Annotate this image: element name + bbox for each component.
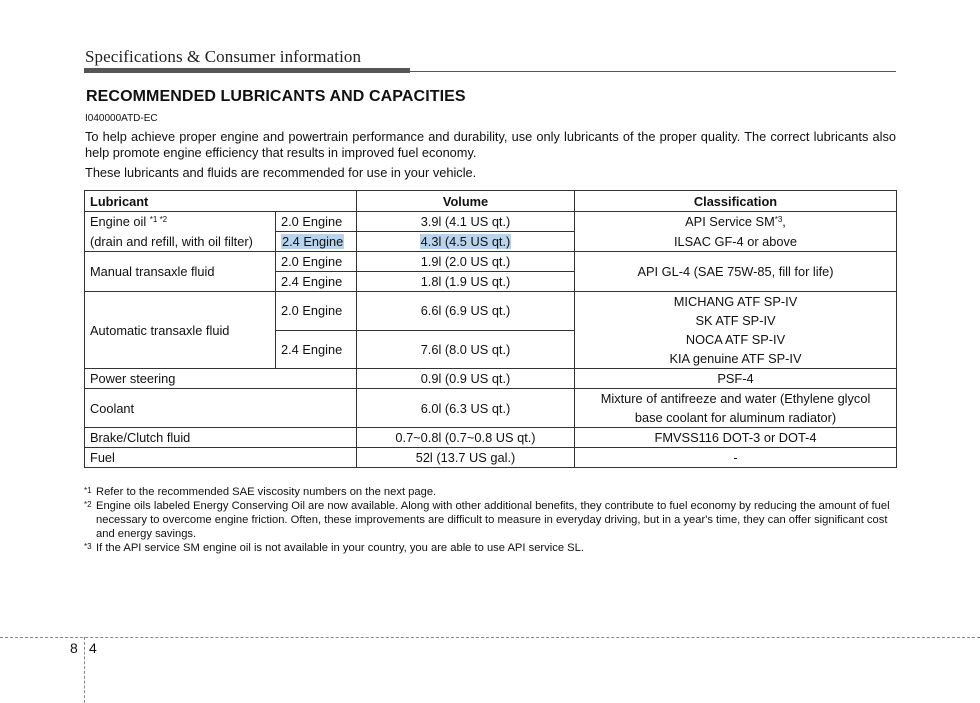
manual-transaxle-label[interactable]: Manual transaxle fluid [85, 252, 276, 292]
page-gutter-divider [84, 637, 85, 703]
volume-cell[interactable]: 1.8l (1.9 US qt.) [357, 272, 575, 292]
engine-variant[interactable]: 2.0 Engine [276, 212, 357, 232]
page-divider [0, 637, 980, 638]
selection-highlight: 4.3l (4.5 US qt.) [420, 234, 511, 249]
classification-cell[interactable]: PSF-4 [575, 369, 897, 389]
engine-variant[interactable]: 2.4 Engine [276, 330, 357, 369]
volume-cell[interactable]: 3.9l (4.1 US qt.) [357, 212, 575, 232]
intro-sentence[interactable]: These lubricants and fluids are recommended for use in your vehicle. [85, 165, 477, 180]
engine-oil-label[interactable]: Engine oil $^{*1 *2}$ [85, 212, 276, 232]
table-row [85, 389, 897, 428]
classification-cell[interactable]: Mixture of antifreeze and water (Ethylene glycol base coolant for aluminum radiator) [575, 389, 897, 428]
table-row [85, 232, 897, 252]
engine-variant-selected[interactable] [276, 232, 357, 252]
volume-cell-selected[interactable] [357, 232, 575, 252]
header-bar-thick [84, 68, 410, 73]
footnote[interactable] [84, 485, 896, 499]
classification-cell[interactable]: API GL-4 (SAE 75W-85, fill for life) [575, 252, 897, 292]
footnote-text: Refer to the recommended SAE viscosity numbers on the next page. [96, 486, 437, 498]
volume-cell[interactable]: 0.9l (0.9 US qt.) [357, 369, 575, 389]
classification-cell[interactable]: ILSAC GF-4 or above [575, 232, 897, 252]
header-rule [410, 71, 896, 72]
footnote-marker: *3 [84, 542, 92, 551]
table-row [85, 252, 897, 272]
header-classification: Classification [575, 191, 897, 212]
intro-paragraph[interactable]: To help achieve proper engine and powertrain performance and durability, use only lubricants of the proper quality. The correct lubricants also help promote engine efficiency that results in improved fuel economy. [85, 129, 896, 160]
volume-cell[interactable]: 0.7~0.8l (0.7~0.8 US qt.) [357, 428, 575, 448]
brake-clutch-label[interactable]: Brake/Clutch fluid [85, 428, 357, 448]
automatic-transaxle-label[interactable]: Automatic transaxle fluid [85, 292, 276, 369]
running-header-title: Specifications & Consumer information [85, 47, 362, 66]
table-header-row [85, 191, 897, 212]
volume-cell[interactable]: 7.6l (8.0 US qt.) [357, 330, 575, 369]
header-volume: Volume [357, 191, 575, 212]
engine-variant[interactable]: 2.4 Engine [276, 272, 357, 292]
table-row [85, 448, 897, 468]
classification-cell[interactable]: NOCA ATF SP-IV KIA genuine ATF SP-IV [575, 330, 897, 369]
fuel-label[interactable]: Fuel [85, 448, 357, 468]
classification-cell[interactable]: MICHANG ATF SP-IV SK ATF SP-IV [575, 292, 897, 331]
volume-cell[interactable]: 52l (13.7 US gal.) [357, 448, 575, 468]
document-code: I040000ATD-EC [85, 113, 158, 124]
volume-cell[interactable]: 6.6l (6.9 US qt.) [357, 292, 575, 331]
page-number-page: 4 [89, 640, 97, 656]
header-lubricant: Lubricant [85, 191, 357, 212]
classification-cell[interactable]: API Service SM$^{*3}$, [575, 212, 897, 232]
footnote-marker: *1 [84, 486, 92, 495]
coolant-label[interactable]: Coolant [85, 389, 357, 428]
table-row [85, 212, 897, 232]
engine-oil-sublabel[interactable]: (drain and refill, with oil filter) [85, 232, 276, 252]
volume-cell[interactable]: 6.0l (6.3 US qt.) [357, 389, 575, 428]
footnote-marker: *3 [774, 215, 783, 225]
footnote-text: If the API service SM engine oil is not available in your country, you are able to use API service SL. [96, 542, 584, 554]
engine-variant[interactable]: 2.0 Engine [276, 252, 357, 272]
footnote[interactable] [84, 499, 896, 541]
table-row [85, 292, 897, 331]
section-title: RECOMMENDED LUBRICANTS AND CAPACITIES [86, 88, 466, 105]
table-row [85, 428, 897, 448]
volume-cell[interactable]: 1.9l (2.0 US qt.) [357, 252, 575, 272]
footnote-marker: *2 [84, 500, 92, 509]
selection-highlight: 2.4 Engine [282, 234, 344, 249]
power-steering-label[interactable]: Power steering [85, 369, 357, 389]
page-number-chapter: 8 [70, 640, 78, 656]
footnote-text: Engine oils labeled Energy Conserving Oil are now available. Along with other additional benefits, they contribute to fuel economy by reducing the amount of fuel necessary to overcome engine friction. Often, these improvements are difficult to measure in everyday driving, but in a year's time, they can offer significant cost and energy savings. [96, 500, 890, 540]
footnote[interactable] [84, 541, 896, 555]
engine-variant[interactable]: 2.0 Engine [276, 292, 357, 331]
footnotes [84, 485, 896, 555]
table-row [85, 369, 897, 389]
lubricants-table [84, 190, 897, 468]
classification-cell[interactable]: - [575, 448, 897, 468]
footnote-marker: *1 *2 [149, 215, 168, 225]
classification-cell[interactable]: FMVSS116 DOT-3 or DOT-4 [575, 428, 897, 448]
